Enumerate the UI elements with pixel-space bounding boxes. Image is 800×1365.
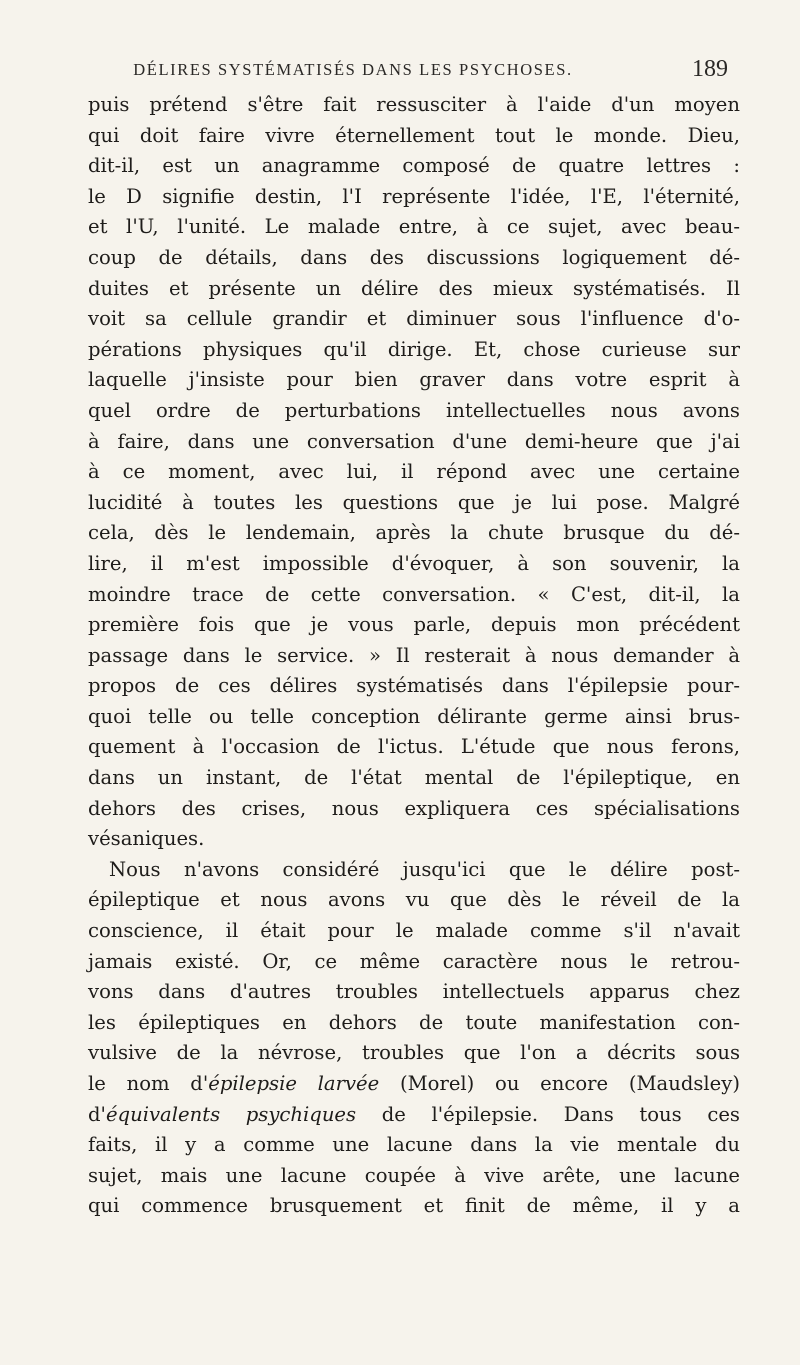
text-line: faits, il y a comme une lacune dans la vie mentale du xyxy=(88,1133,740,1157)
text-line: duites et présente un délire des mieux systématisés. Il xyxy=(88,276,740,300)
text-line: les épileptiques en dehors de toute manifestation con- xyxy=(88,1010,740,1034)
text-line: voit sa cellule grandir et diminuer sous l'influence d'o- xyxy=(88,307,740,331)
text-line: dehors des crises, nous expliquera ces spécialisations xyxy=(88,796,740,820)
italic-term-equivalents-psychiques: équivalents psychiques xyxy=(105,1102,357,1126)
text-line: qui commence brusquement et finit de même, il y a xyxy=(88,1194,740,1218)
text-line: cela, dès le lendemain, après la chute brusque du dé- xyxy=(88,521,740,545)
text-fragment: de l'épilepsie. Dans tous ces xyxy=(356,1102,740,1126)
page-number: 189 xyxy=(692,56,728,82)
running-title: DÉLIRES SYSTÉMATISÉS DANS LES PSYCHOSES. xyxy=(133,60,573,79)
text-line: qui doit faire vivre éternellement tout le monde. Dieu, xyxy=(88,123,740,147)
text-line: propos de ces délires systématisés dans l'épilepsie pour- xyxy=(88,674,740,698)
italic-term-epilepsie-larvee: épilepsie larvée xyxy=(208,1072,380,1095)
text-line: vons dans d'autres troubles intellectuels apparus chez xyxy=(88,980,740,1004)
text-line: conscience, il était pour le malade comme s'il n'avait xyxy=(88,919,740,943)
text-line: première fois que je vous parle, depuis mon précédent xyxy=(88,613,740,637)
text-line-equivalents-psychiques xyxy=(88,1100,740,1131)
text-fragment: d' xyxy=(88,1102,106,1126)
text-line: quoi telle ou telle conception délirante germe ainsi brus- xyxy=(88,704,740,728)
text-line: pérations physiques qu'il dirige. Et, chose curieuse sur xyxy=(88,337,740,361)
text-line: laquelle j'insiste pour bien graver dans votre esprit à xyxy=(88,368,740,392)
paragraph-start-line: Nous n'avons considéré jusqu'ici que le délire post- xyxy=(109,857,740,881)
text-line: dans un instant, de l'état mental de l'épileptique, en xyxy=(88,766,740,790)
text-line: puis prétend s'être fait ressusciter à l'aide d'un moyen xyxy=(88,93,740,116)
body-text xyxy=(88,90,740,1222)
text-fragment: (Morel) ou encore (Maudsley) xyxy=(379,1072,740,1095)
text-line: quement à l'occasion de l'ictus. L'étude que nous ferons, xyxy=(88,735,740,759)
running-head xyxy=(88,56,738,86)
text-line: à faire, dans une conversation d'une demi-heure que j'ai xyxy=(88,429,740,453)
text-line: passage dans le service. » Il resterait à nous demander à xyxy=(88,643,740,667)
text-line: quel ordre de perturbations intellectuelles nous avons xyxy=(88,398,740,422)
text-line: le D signifie destin, l'I représente l'idée, l'E, l'éternité, xyxy=(88,184,740,208)
text-line: coup de détails, dans des discussions logiquement dé- xyxy=(88,245,740,269)
text-line: jamais existé. Or, ce même caractère nous le retrou- xyxy=(88,949,740,973)
text-line: dit-il, est un anagramme composé de quatre lettres : xyxy=(88,154,740,178)
text-line: et l'U, l'unité. Le malade entre, à ce sujet, avec beau- xyxy=(88,215,740,239)
text-line: lire, il m'est impossible d'évoquer, à son souvenir, la xyxy=(88,551,740,575)
text-line: sujet, mais une lacune coupée à vive arête, une lacune xyxy=(88,1163,740,1187)
paragraph-end-line: vésaniques. xyxy=(88,827,205,851)
text-fragment: le nom d' xyxy=(88,1072,209,1095)
text-line-epilepsie-larvee xyxy=(88,1069,740,1100)
text-line: vulsive de la névrose, troubles que l'on a décrits sous xyxy=(88,1041,740,1065)
text-line: moindre trace de cette conversation. « C'est, dit-il, la xyxy=(88,582,740,606)
text-line: à ce moment, avec lui, il répond avec une certaine xyxy=(88,460,740,484)
text-line: lucidité à toutes les questions que je lui pose. Malgré xyxy=(88,490,740,514)
text-line: épileptique et nous avons vu que dès le réveil de la xyxy=(88,888,740,912)
